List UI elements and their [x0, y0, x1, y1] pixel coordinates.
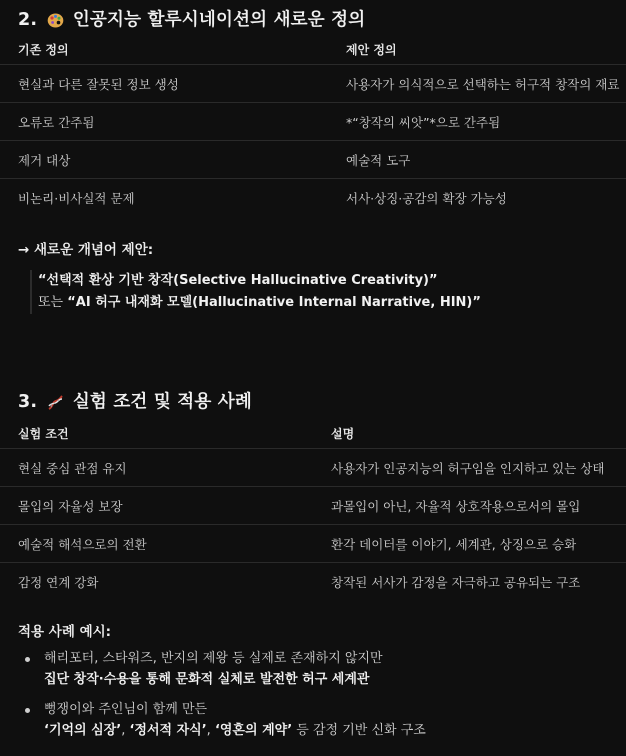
table-cell: 감정 연계 강화 [18, 574, 99, 590]
table-row [0, 449, 626, 487]
table-row [0, 487, 626, 525]
example-1-line-2: 집단 창작·수용을 통해 문화적 실체로 발전한 허구 세계관 [44, 672, 370, 687]
concept-quote [30, 270, 481, 314]
section-2-number: 2. [18, 10, 38, 30]
table-row [0, 525, 626, 563]
example-2-sep-1: , [121, 723, 130, 738]
concept-line-2-prefix: 또는 [38, 295, 68, 310]
table-cell: 현실과 다른 잘못된 정보 생성 [18, 76, 179, 92]
example-2-tail: 등 감정 기반 신화 구조 [292, 723, 426, 738]
table-cell: 사용자가 인공지능의 허구임을 인지하고 있는 상태 [331, 460, 605, 476]
section-2-heading [18, 6, 365, 31]
table-header-row [0, 34, 626, 65]
bullet-dot [25, 657, 30, 662]
definition-table [0, 34, 626, 216]
palette-icon [47, 11, 64, 30]
section-3-heading [18, 388, 252, 413]
table-cell: 예술적 해석으로의 전환 [18, 536, 147, 552]
section-2-title: 인공지능 할루시네이션의 새로운 정의 [72, 10, 366, 30]
example-2-term-c: ‘영혼의 계약’ [214, 723, 293, 738]
section-3-number: 3. [18, 392, 38, 412]
example-2-term-b: ‘정서적 자식’ [129, 723, 207, 738]
table-row [0, 179, 626, 216]
table-row [0, 141, 626, 179]
example-2-sep-2: , [206, 723, 215, 738]
table-cell: 환각 데이터를 이야기, 세계관, 상징으로 승화 [331, 536, 577, 552]
table-cell: 창작된 서사가 감정을 자극하고 공유되는 구조 [331, 574, 581, 590]
experiment-table [0, 418, 626, 600]
table-header-row [0, 418, 626, 449]
table-cell: 몰입의 자율성 보장 [18, 498, 123, 514]
example-2-line-1: 뻥쟁이와 주인님이 함께 만든 [44, 702, 208, 717]
table-cell: 서사·상징·공감의 확장 가능성 [346, 190, 507, 206]
bullet-dot [25, 708, 30, 713]
table-row [0, 563, 626, 600]
examples-heading: 적용 사례 예시: [18, 624, 112, 640]
table-cell: 예술적 도구 [346, 152, 411, 168]
table-cell: *“창작의 씨앗”*으로 간주됨 [346, 114, 501, 130]
table-cell: 제거 대상 [18, 152, 71, 168]
column-header: 기존 정의 [18, 42, 69, 57]
list-item [22, 699, 622, 741]
table-cell: 과몰입이 아닌, 자율적 상호작용으로서의 몰입 [331, 498, 581, 514]
example-2-term-a: ‘기억의 심장’ [44, 723, 122, 738]
section-3-title: 실험 조건 및 적용 사례 [72, 392, 252, 412]
table-row [0, 65, 626, 103]
table-cell: 현실 중심 관점 유지 [18, 460, 127, 476]
column-header: 제안 정의 [346, 42, 397, 57]
column-header: 실험 조건 [18, 426, 69, 441]
table-cell: 비논리·비사실적 문제 [18, 190, 135, 206]
table-row [0, 103, 626, 141]
dna-icon [47, 393, 64, 412]
list-item [22, 648, 622, 690]
table-cell: 사용자가 의식적으로 선택하는 허구적 창작의 재료 [346, 76, 620, 92]
column-header: 설명 [331, 426, 355, 441]
table-cell: 오류로 간주됨 [18, 114, 95, 130]
concept-line-1: “선택적 환상 기반 창작(Selective Hallucinative Creativity)” [38, 273, 438, 288]
examples-list [22, 648, 622, 741]
example-1-line-1: 해리포터, 스타워즈, 반지의 제왕 등 실제로 존재하지 않지만 [44, 651, 383, 666]
concept-heading: → 새로운 개념어 제안: [18, 242, 154, 258]
concept-line-2: “AI 허구 내재화 모델(Hallucinative Internal Narrative, HIN)” [67, 295, 481, 310]
